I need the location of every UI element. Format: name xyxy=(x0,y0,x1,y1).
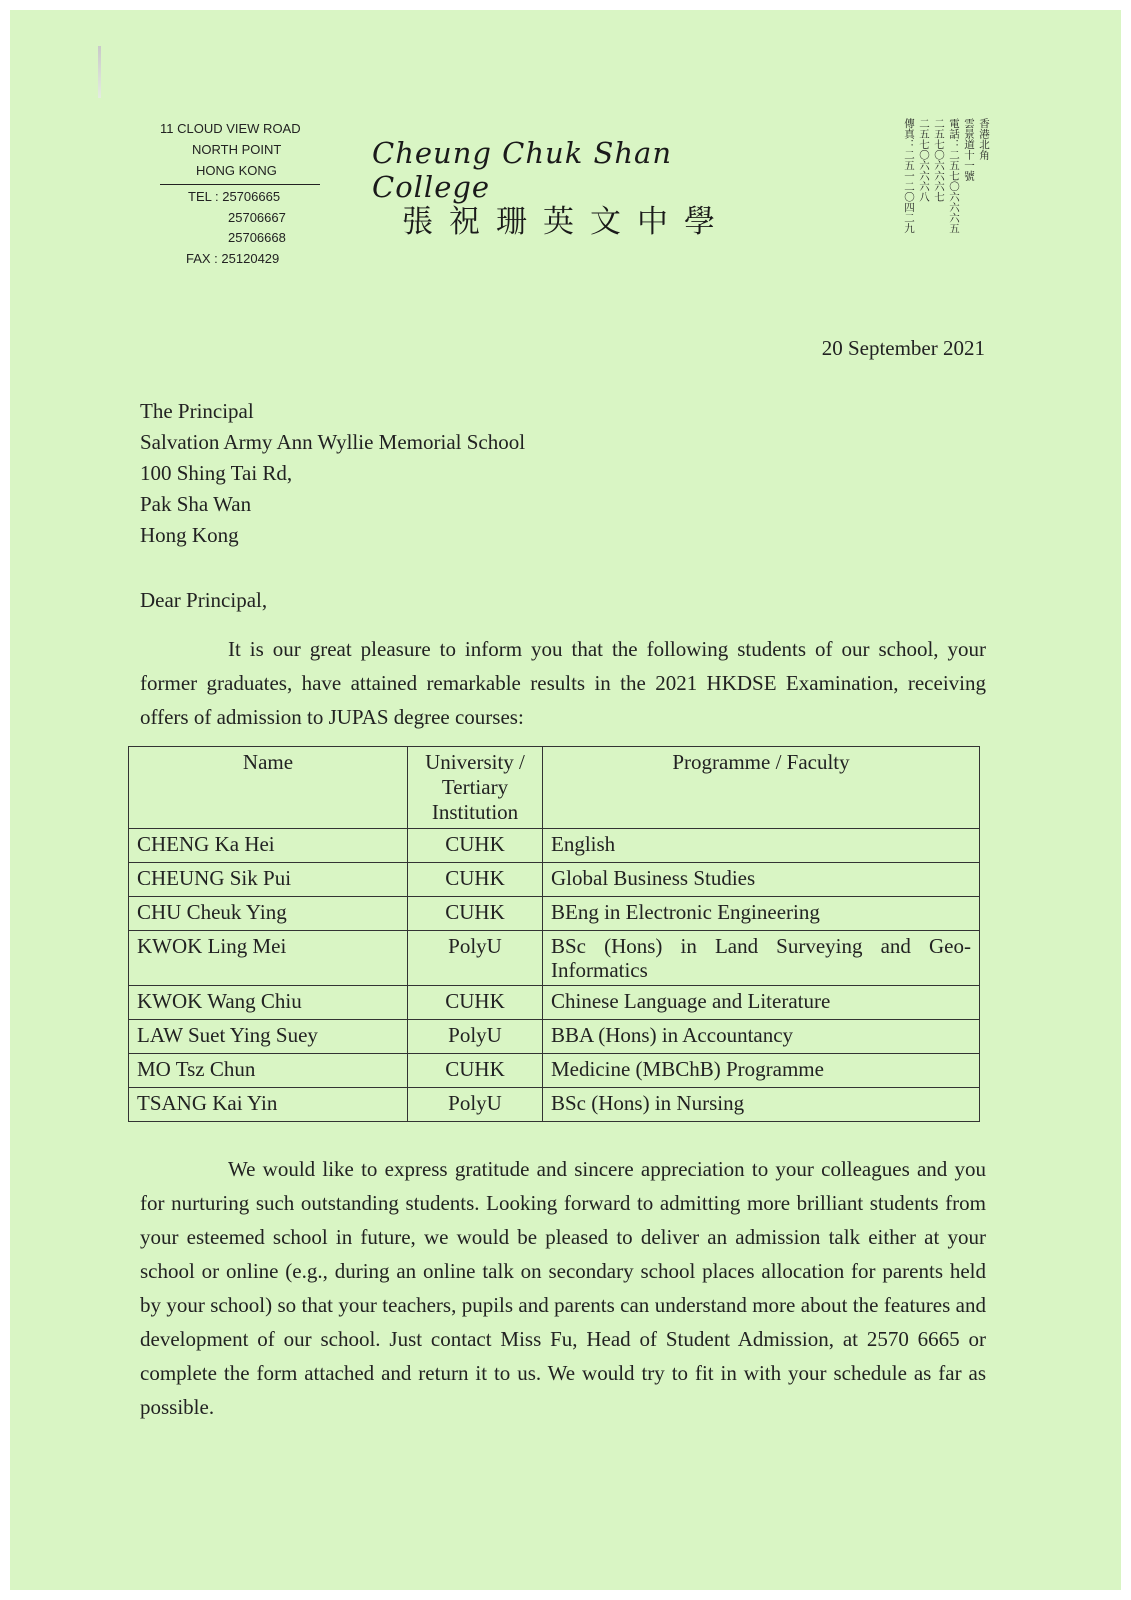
closing-paragraph xyxy=(140,1152,986,1424)
institution: CUHK xyxy=(408,986,543,1020)
header-institution-line: Tertiary xyxy=(441,775,509,799)
institution: CUHK xyxy=(408,863,543,897)
intro-paragraph xyxy=(140,632,986,734)
table-row xyxy=(129,931,980,986)
table-row xyxy=(129,986,980,1020)
closing-paragraph-text: We would like to express gratitude and sincere appreciation to your colleagues and you for nurturing such outstanding students. Looking forward to admitting more brilliant students from your esteemed school in future, we would be pleased to deliver an admission talk either at your school or online (e.g., during an online talk on secondary school places allocation for parents held by your school) so that your teachers, pupils and parents can understand more about the features and development of our school. Just contact Miss Fu, Head of Student Admission, at 2570 6665 or complete the form attached and return it to us. We would try to fit in with your schedule as far as possible. xyxy=(140,1157,986,1419)
intro-paragraph-text: It is our great pleasure to inform you that the following students of our school, your former graduates, have attained remarkable results in the 2021 HKDSE Examination, receiving offers of admission to JUPAS degree courses: xyxy=(140,637,986,729)
table-row xyxy=(129,829,980,863)
table-row xyxy=(129,1054,980,1088)
recipient-line: Salvation Army Ann Wyllie Memorial School xyxy=(140,430,526,454)
programme: Global Business Studies xyxy=(543,863,980,897)
student-name: KWOK Wang Chiu xyxy=(129,986,408,1020)
school-name-en: Cheung Chuk Shan College xyxy=(372,136,673,204)
tel-number: 25706668 xyxy=(228,230,286,245)
student-name: KWOK Ling Mei xyxy=(129,931,408,986)
scan-mark xyxy=(98,46,101,98)
address-zh-column: 二五七〇六六六七 xyxy=(933,118,945,202)
salutation: Dear Principal, xyxy=(140,588,268,612)
address-line: NORTH POINT xyxy=(192,142,282,157)
header-institution xyxy=(408,747,543,829)
institution: CUHK xyxy=(408,897,543,931)
admission-results-table xyxy=(128,746,980,1122)
recipient-line: Pak Sha Wan xyxy=(140,492,252,516)
address-zh-column: 傳真：二五一二〇四二九 xyxy=(903,118,915,234)
table-row xyxy=(129,863,980,897)
address-line: HONG KONG xyxy=(196,163,277,178)
table-row xyxy=(129,1088,980,1122)
letterhead-address-zh xyxy=(880,118,990,263)
letter-date: 20 September 2021 xyxy=(821,336,985,360)
student-name: LAW Suet Ying Suey xyxy=(129,1020,408,1054)
institution: PolyU xyxy=(408,1020,543,1054)
programme: BBA (Hons) in Accountancy xyxy=(543,1020,980,1054)
fax-number: 25120429 xyxy=(221,250,280,266)
student-name: TSANG Kai Yin xyxy=(129,1088,408,1122)
recipient-line: 100 Shing Tai Rd, xyxy=(140,461,293,485)
programme: BEng in Electronic Engineering xyxy=(543,897,980,931)
recipient-line: Hong Kong xyxy=(140,523,239,547)
programme: Medicine (MBChB) Programme xyxy=(543,1054,980,1088)
tel-line xyxy=(160,187,320,208)
institution: PolyU xyxy=(408,931,543,986)
fax-label: FAX : xyxy=(186,250,218,266)
school-name-zh: 張祝珊英文中學 xyxy=(402,204,731,240)
letterhead-address-en xyxy=(160,118,320,269)
tel-label: TEL : xyxy=(188,189,219,204)
table-header-row xyxy=(129,747,980,829)
table-row xyxy=(129,1020,980,1054)
address-zh-column: 電話：二五七〇六六六五 xyxy=(948,118,960,234)
institution: CUHK xyxy=(408,829,543,863)
programme: BSc (Hons) in Nursing xyxy=(543,1088,980,1122)
tel-number: 25706667 xyxy=(228,209,286,225)
tel-number: 25706665 xyxy=(222,189,281,204)
address-divider xyxy=(160,184,320,185)
student-name: CHEUNG Sik Pui xyxy=(129,863,408,897)
recipient-block xyxy=(140,396,740,551)
header-programme: Programme / Faculty xyxy=(543,747,980,829)
programme: English xyxy=(543,829,980,863)
student-name: CHU Cheuk Ying xyxy=(129,897,408,931)
fax-line xyxy=(160,249,320,270)
address-line: 11 CLOUD VIEW ROAD xyxy=(160,121,301,136)
header-institution-line: Institution xyxy=(431,800,519,824)
programme: Chinese Language and Literature xyxy=(543,986,980,1020)
institution: CUHK xyxy=(408,1054,543,1088)
header-institution-line: University / xyxy=(425,750,525,774)
student-name: CHENG Ka Hei xyxy=(129,829,408,863)
table-row xyxy=(129,897,980,931)
institution: PolyU xyxy=(408,1088,543,1122)
recipient-line: The Principal xyxy=(140,399,254,423)
address-zh-column: 雲景道十一號 xyxy=(963,118,975,181)
student-name: MO Tsz Chun xyxy=(129,1054,408,1088)
address-zh-column: 二五七〇六六六八 xyxy=(918,118,930,202)
header-name: Name xyxy=(129,747,408,829)
programme: BSc (Hons) in Land Surveying and Geo-Informatics xyxy=(543,931,980,986)
address-zh-column: 香港北角 xyxy=(978,118,990,160)
